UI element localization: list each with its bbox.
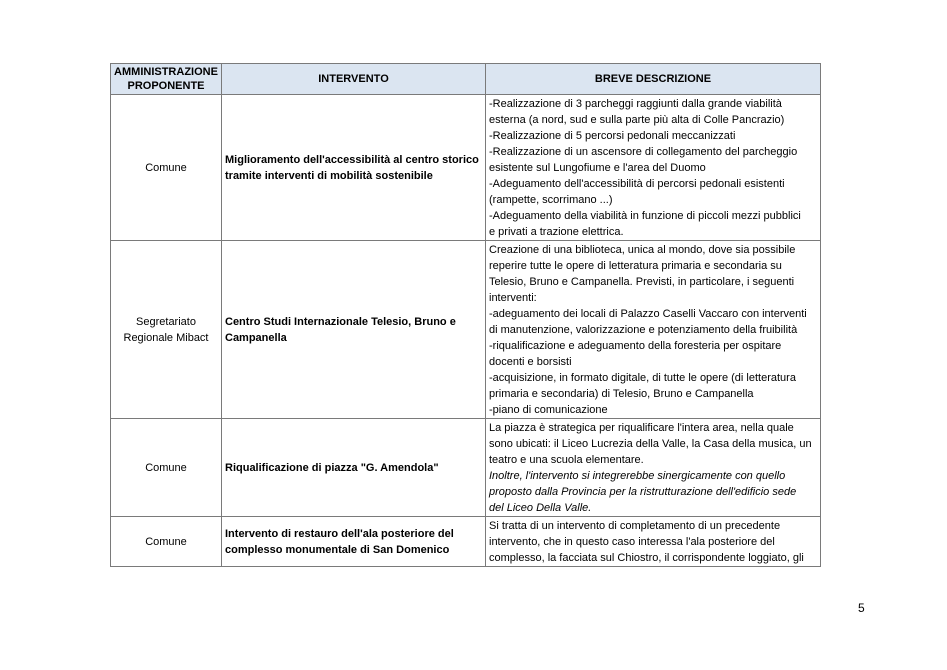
description-line-italic: del Liceo Della Valle. — [489, 502, 592, 514]
description-cell — [486, 95, 821, 241]
description-line: reperire tutte le opere di letteratura primaria e secondaria su — [489, 260, 782, 272]
description-line: sono ubicati: il Liceo Lucrezia della Valle, la Casa della musica, un — [489, 438, 812, 450]
header-amministrazione: AMMINISTRAZIONE PROPONENTE — [111, 64, 222, 95]
intervento-cell: Riqualificazione di piazza "G. Amendola" — [222, 419, 486, 517]
intervento-cell: Centro Studi Internazionale Telesio, Bruno e Campanella — [222, 241, 486, 419]
admin-cell: Comune — [111, 419, 222, 517]
description-cell — [486, 241, 821, 419]
description-line: La piazza è strategica per riqualificare l'intera area, nella quale — [489, 422, 794, 434]
interventions-table — [110, 63, 821, 567]
description-line: -Realizzazione di un ascensore di collegamento del parcheggio — [489, 146, 798, 158]
description-line: -riqualificazione e adeguamento della foresteria per ospitare — [489, 340, 782, 352]
description-line: (rampette, scorrimano ...) — [489, 194, 613, 206]
description-line: di manutenzione, valorizzazione e potenziamento della fruibilità — [489, 324, 798, 336]
description-cell — [486, 419, 821, 517]
description-line: -Adeguamento dell'accessibilità di percorsi pedonali esistenti — [489, 178, 785, 190]
description-line: esistente sul Lungofiume e l'area del Duomo — [489, 162, 706, 174]
table-row — [111, 241, 821, 419]
admin-cell: Comune — [111, 517, 222, 567]
description-line: Creazione di una biblioteca, unica al mondo, dove sia possibile — [489, 244, 796, 256]
description-line: e privati a trazione elettrica. — [489, 226, 624, 238]
admin-cell: Comune — [111, 95, 222, 241]
description-line: primaria e secondaria) di Telesio, Bruno e Campanella — [489, 388, 754, 400]
description-line: -acquisizione, in formato digitale, di tutte le opere (di letteratura — [489, 372, 796, 384]
description-line: -Realizzazione di 3 parcheggi raggiunti dalla grande viabilità — [489, 98, 782, 110]
description-line: -piano di comunicazione — [489, 404, 608, 416]
header-descrizione: BREVE DESCRIZIONE — [486, 64, 821, 95]
description-line-italic: Inoltre, l'intervento si integrerebbe sinergicamente con quello — [489, 470, 786, 482]
description-line: Si tratta di un intervento di completamento di un precedente — [489, 520, 781, 532]
page-number: 5 — [858, 601, 865, 615]
table-row — [111, 95, 821, 241]
table-header-row — [111, 64, 821, 95]
admin-cell: Segretariato Regionale Mibact — [111, 241, 222, 419]
description-line-italic: proposto dalla Provincia per la ristrutturazione dell'edificio sede — [489, 486, 797, 498]
header-intervento: INTERVENTO — [222, 64, 486, 95]
description-line: complesso, la facciata sul Chiostro, il corrispondente loggiato, gli — [489, 552, 804, 564]
description-line: -Realizzazione di 5 percorsi pedonali meccanizzati — [489, 130, 736, 142]
intervento-cell: Miglioramento dell'accessibilità al centro storico tramite interventi di mobilità sostenibile — [222, 95, 486, 241]
description-line: interventi: — [489, 292, 537, 304]
description-line: -Adeguamento della viabilità in funzione di piccoli mezzi pubblici — [489, 210, 801, 222]
description-line: -adeguamento dei locali di Palazzo Caselli Vaccaro con interventi — [489, 308, 807, 320]
intervento-cell: Intervento di restauro dell'ala posteriore del complesso monumentale di San Domenico — [222, 517, 486, 567]
description-line: teatro e una scuola elementare. — [489, 454, 644, 466]
description-line: Telesio, Bruno e Campanella. Previsti, in particolare, i seguenti — [489, 276, 795, 288]
description-line: docenti e borsisti — [489, 356, 572, 368]
description-line: intervento, che in questo caso interessa l'ala posteriore del — [489, 536, 775, 548]
description-line: esterna (a nord, sud e sulla parte più alta di Colle Pancrazio) — [489, 114, 785, 126]
description-cell — [486, 517, 821, 567]
table-row — [111, 517, 821, 567]
table-row — [111, 419, 821, 517]
